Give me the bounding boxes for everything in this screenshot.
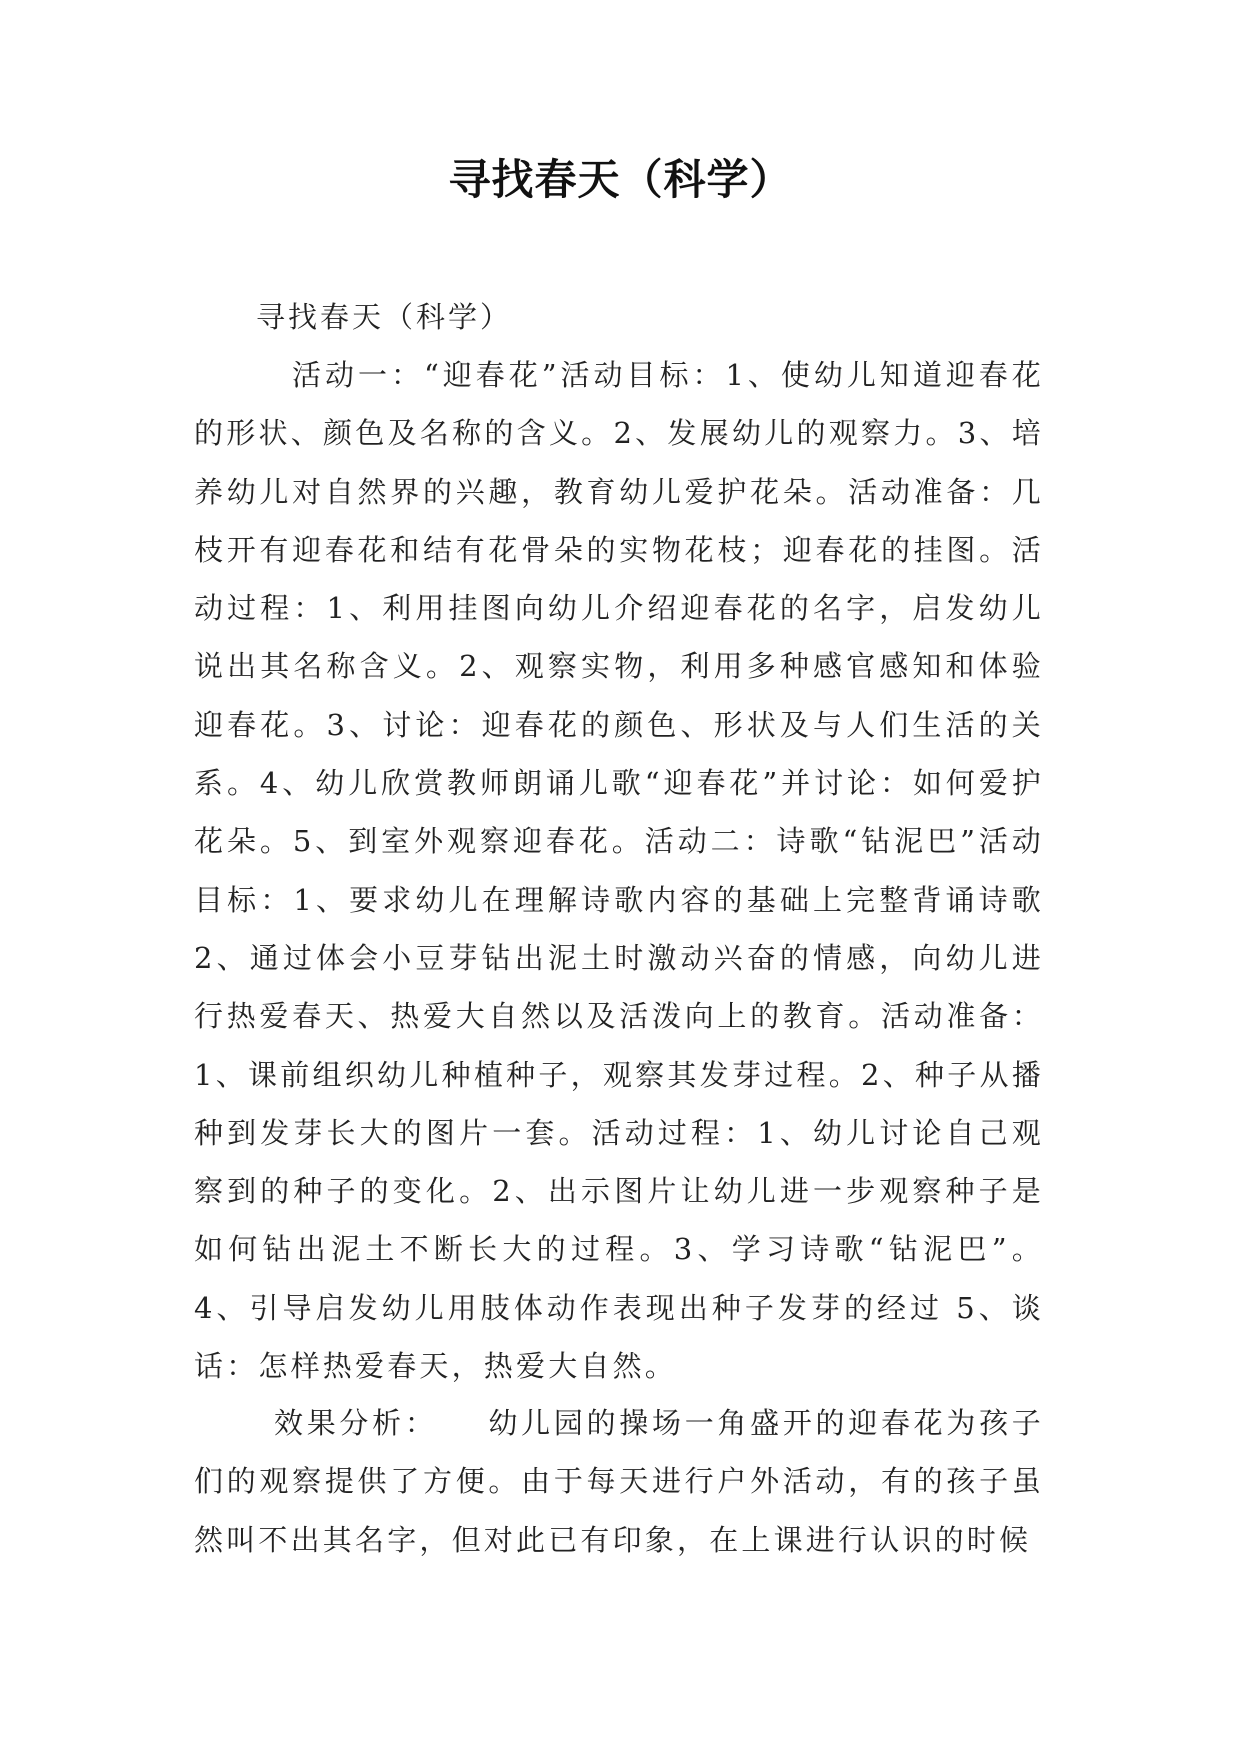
document-title: 寻找春天（科学）: [448, 155, 793, 204]
paragraph-activities: 活动一：“迎春花”活动目标：1、使幼儿知道迎春花的形状、颜色及名称的含义。2、发展幼儿的观察力。3、培养幼儿对自然界的兴趣，教育幼儿爱护花朵。活动准备：几枝开有迎春花和结有花骨朵的实物花枝；迎春花的挂图。活动过程：1、利用挂图向幼儿介绍迎春花的名字，启发幼儿说出其名称含义。2、观察实物，利用多种感官感知和体验迎春花。3、讨论：迎春花的颜色、形状及与人们生活的关系。4、幼儿欣赏教师朗诵儿歌“迎春花”并讨论：如何爱护花朵。5、到室外观察迎春花。活动二：诗歌“钻泥巴”活动目标：1、要求幼儿在理解诗歌内容的基础上完整背诵诗歌 2、通过体会小豆芽钻出泥土时激动兴奋的情感，向幼儿进行热爱春天、热爱大自然以及活泼向上的教育。活动准备：1、课前组织幼儿种植种子，观察其发芽过程。2、种子从播种到发芽长大的图片一套。活动过程：1、幼儿讨论自己观察到的种子的变化。2、出示图片让幼儿进一步观察种子是如何钻出泥土不断长大的过程。3、学习诗歌“钻泥巴”。4、引导启发幼儿用肢体动作表现出种子发芽的经过 5、谈话：怎样热爱春天，热爱大自然。: [194, 358, 1044, 1384]
paragraph-effect-analysis: 效果分析： 幼儿园的操场一角盛开的迎春花为孩子们的观察提供了方便。由于每天进行户外活动，有的孩子虽然叫不出其名字，但对此已有印象，在上课进行认识的时候: [194, 1406, 1044, 1557]
document-subtitle: 寻找春天（科学）: [256, 300, 513, 334]
